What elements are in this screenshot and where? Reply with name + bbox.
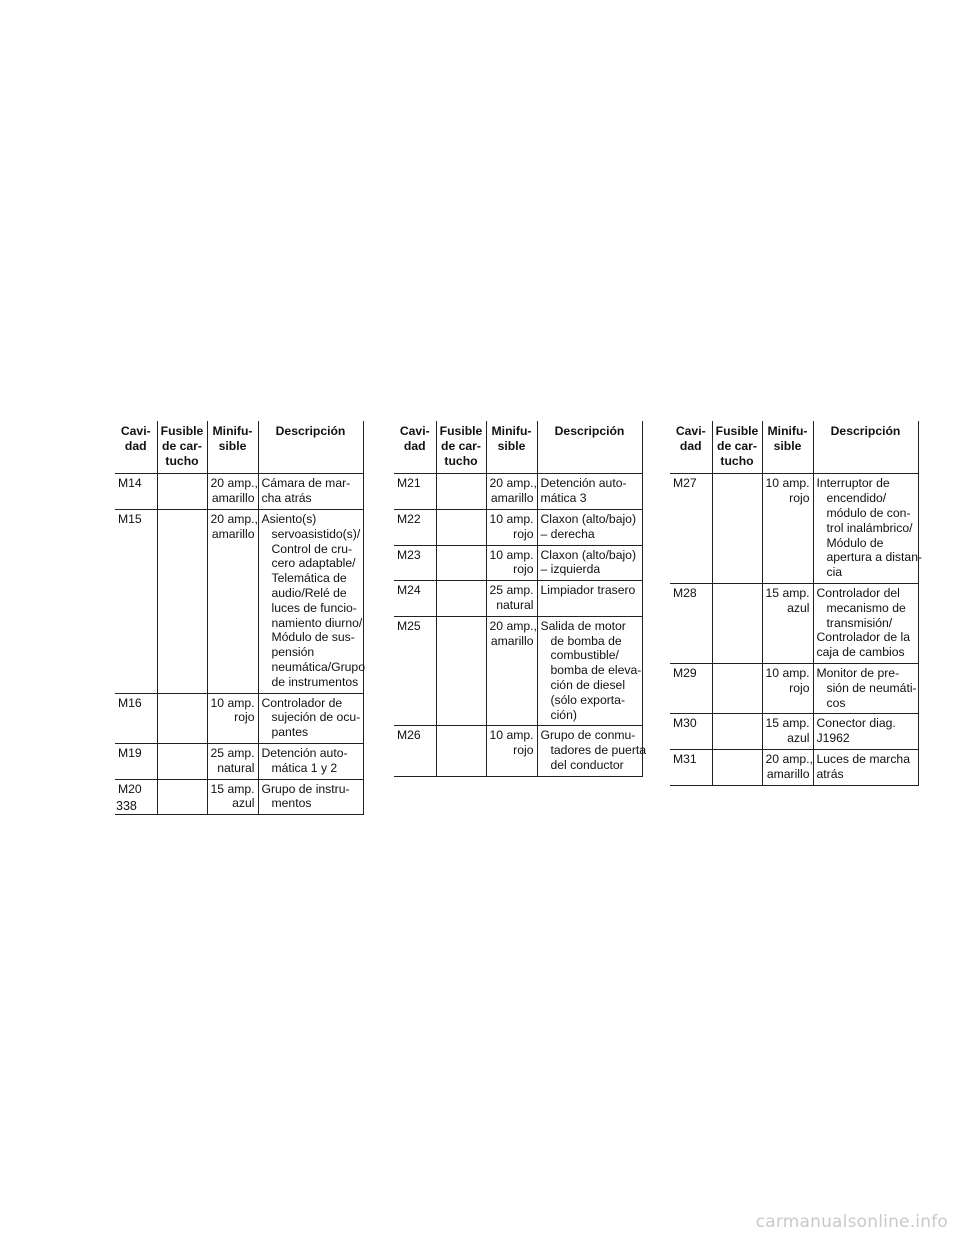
table-row xyxy=(394,545,642,581)
fusible-cell xyxy=(436,509,486,545)
table-row xyxy=(670,583,918,663)
header-line: dad xyxy=(124,438,147,453)
cell-line: natural xyxy=(217,760,255,775)
cell-line: azul xyxy=(787,731,810,746)
cavidad-cell: M31 xyxy=(670,749,712,785)
cell-line: azul xyxy=(232,796,255,811)
cell-line: cos xyxy=(826,695,846,710)
minifusible-cell xyxy=(762,663,813,713)
cell-line: cero adaptable/ xyxy=(271,556,356,571)
descripcion-cell xyxy=(537,616,642,726)
cell-line: Claxon (alto/bajo) xyxy=(540,547,637,562)
minifusible-cell xyxy=(486,616,537,726)
cell-line: Salida de motor xyxy=(540,618,626,633)
cell-line: Telemática de xyxy=(271,571,347,586)
cell-line: 25 amp. xyxy=(489,583,534,598)
cavidad-cell: M21 xyxy=(394,474,436,510)
minifusible-cell xyxy=(762,749,813,785)
table-row xyxy=(394,616,642,726)
cell-line: bomba de eleva- xyxy=(550,663,642,678)
cell-line: Módulo de sus- xyxy=(271,630,355,645)
cell-line: 20 amp., xyxy=(210,476,258,491)
cavidad-cell: M23 xyxy=(394,545,436,581)
header-minifusible xyxy=(207,421,258,474)
cavidad-cell: M22 xyxy=(394,509,436,545)
cavidad-cell: M25 xyxy=(394,616,436,726)
cell-line: de instrumentos xyxy=(271,674,359,689)
minifusible-cell xyxy=(762,583,813,663)
header-line: de car- xyxy=(162,438,202,453)
header-line: Cavi- xyxy=(675,424,706,438)
cell-line: audio/Relé de xyxy=(271,585,347,600)
fuse-table-3 xyxy=(670,421,923,786)
minifusible-cell xyxy=(207,743,258,779)
cell-line: (sólo exporta- xyxy=(550,692,626,707)
cell-line: atrás xyxy=(816,766,844,781)
table-row xyxy=(670,714,918,750)
cell-line: mática 1 y 2 xyxy=(271,760,338,775)
cell-line: Luces de marcha xyxy=(816,751,910,766)
cell-line: Grupo de conmu- xyxy=(540,728,636,743)
cell-line: amarillo xyxy=(490,491,534,506)
cavidad-cell: M19 xyxy=(115,743,157,779)
descripcion-cell xyxy=(813,663,918,713)
fusible-cell xyxy=(712,474,762,584)
cell-line: 20 amp., xyxy=(765,751,813,766)
cell-line: neumática/Grupo xyxy=(271,659,365,674)
cell-line: combustible/ xyxy=(550,648,619,663)
descripcion-cell xyxy=(537,581,642,617)
cell-line: J1962 xyxy=(816,731,850,746)
fuse-table-1 xyxy=(115,421,364,815)
header-cavidad xyxy=(115,421,157,474)
table-row xyxy=(115,743,363,779)
fusible-cell xyxy=(712,749,762,785)
cell-line: rojo xyxy=(789,680,810,695)
fuse-table-2 xyxy=(394,421,647,777)
cell-line: Asiento(s) xyxy=(261,511,317,526)
header-line: sible xyxy=(497,438,526,453)
header-line: tucho xyxy=(444,453,478,468)
page-number: 338 xyxy=(116,799,137,813)
header-minifusible xyxy=(486,421,537,474)
fusible-cell xyxy=(157,693,207,743)
cell-line: Cámara de mar- xyxy=(261,476,351,491)
header-line: tucho xyxy=(165,453,199,468)
table-header-row xyxy=(115,421,363,474)
descripcion-cell xyxy=(537,509,642,545)
minifusible-cell xyxy=(207,474,258,510)
cell-line: 10 amp. xyxy=(765,476,810,491)
fusible-cell xyxy=(712,663,762,713)
header-line: dad xyxy=(403,438,426,453)
header-descripcion xyxy=(537,421,642,474)
header-line: Minifu- xyxy=(767,424,808,438)
cell-line: rojo xyxy=(513,526,534,541)
fusible-cell xyxy=(712,714,762,750)
table-row xyxy=(670,474,918,584)
header-cavidad xyxy=(394,421,436,474)
cell-line: – izquierda xyxy=(540,562,601,577)
header-line: Descripción xyxy=(554,424,625,438)
descripcion-cell xyxy=(537,726,647,776)
descripcion-cell xyxy=(258,509,363,693)
fusible-cell xyxy=(157,743,207,779)
cell-line: – derecha xyxy=(540,526,595,541)
cell-line: rojo xyxy=(513,562,534,577)
cell-line: amarillo xyxy=(490,633,534,648)
descripcion-cell xyxy=(258,693,363,743)
cell-line: Detención auto- xyxy=(261,745,348,760)
cavidad-cell: M15 xyxy=(115,509,157,693)
header-line: dad xyxy=(679,438,702,453)
cell-line: Interruptor de xyxy=(816,476,890,491)
fusible-cell xyxy=(436,545,486,581)
descripcion-cell xyxy=(258,779,363,815)
table-header-row xyxy=(394,421,642,474)
cell-line: 20 amp., xyxy=(489,476,537,491)
cavidad-cell: M24 xyxy=(394,581,436,617)
header-fusible xyxy=(436,421,486,474)
table-header-row xyxy=(670,421,918,474)
cell-line: encendido/ xyxy=(826,491,887,506)
fusible-cell xyxy=(157,474,207,510)
header-fusible xyxy=(712,421,762,474)
cell-line: Limpiador trasero xyxy=(540,583,636,598)
cell-line: mática 3 xyxy=(540,491,587,506)
cavidad-cell: M27 xyxy=(670,474,712,584)
cell-line: sión de neumáti- xyxy=(826,680,917,695)
cell-line: 10 amp. xyxy=(489,728,534,743)
cell-line: Controlador del xyxy=(816,585,900,600)
cell-line: apertura a distan- xyxy=(826,550,923,565)
descripcion-cell xyxy=(537,545,642,581)
header-line: de car- xyxy=(717,438,757,453)
descripcion-cell xyxy=(258,743,363,779)
header-line: Fusible xyxy=(715,424,759,438)
cell-line: tadores de puerta xyxy=(550,743,647,758)
header-fusible xyxy=(157,421,207,474)
fusible-cell xyxy=(157,509,207,693)
table-row xyxy=(670,663,918,713)
minifusible-cell xyxy=(486,474,537,510)
minifusible-cell xyxy=(207,693,258,743)
cell-line: mecanismo de xyxy=(826,600,906,615)
header-line: Minifu- xyxy=(212,424,253,438)
cell-line: Grupo de instru- xyxy=(261,781,350,796)
watermark-text: carmanualsonline.info xyxy=(755,1212,948,1232)
cavidad-cell: M28 xyxy=(670,583,712,663)
fusible-cell xyxy=(436,474,486,510)
fusible-cell xyxy=(157,779,207,815)
header-descripcion xyxy=(813,421,918,474)
header-minifusible xyxy=(762,421,813,474)
cell-line: 20 amp., xyxy=(210,511,258,526)
minifusible-cell xyxy=(762,714,813,750)
cavidad-cell: M30 xyxy=(670,714,712,750)
cell-line: 10 amp. xyxy=(210,695,255,710)
table-row xyxy=(394,474,642,510)
minifusible-cell xyxy=(486,726,537,776)
cell-line: Detención auto- xyxy=(540,476,627,491)
descripcion-cell xyxy=(813,714,918,750)
cell-line: 15 amp. xyxy=(765,716,810,731)
table-row xyxy=(394,726,642,776)
minifusible-cell xyxy=(207,779,258,815)
cell-line: Controlador de xyxy=(261,695,343,710)
cavidad-cell: M20 xyxy=(115,779,157,815)
cell-line: 10 amp. xyxy=(489,511,534,526)
cell-line: rojo xyxy=(789,491,810,506)
cell-line: ción de diesel xyxy=(550,677,626,692)
cell-line: cha atrás xyxy=(261,491,312,506)
minifusible-cell xyxy=(762,474,813,584)
cell-line: amarillo xyxy=(211,526,255,541)
header-line: Cavi- xyxy=(399,424,430,438)
header-line: Fusible xyxy=(439,424,483,438)
fusible-cell xyxy=(436,726,486,776)
header-line: tucho xyxy=(720,453,754,468)
descripcion-cell xyxy=(813,749,918,785)
header-line: Minifu- xyxy=(491,424,532,438)
cell-line: namiento diurno/ xyxy=(271,615,363,630)
table-row xyxy=(115,779,363,815)
cell-line: Conector diag. xyxy=(816,716,896,731)
cell-line: trol inalámbrico/ xyxy=(826,520,913,535)
cell-line: luces de funcio- xyxy=(271,600,357,615)
table-row xyxy=(394,509,642,545)
cell-line: Control de cru- xyxy=(271,541,353,556)
cell-line: cia xyxy=(826,565,843,580)
cell-line: rojo xyxy=(513,743,534,758)
cell-line: 25 amp. xyxy=(210,745,255,760)
cavidad-cell: M26 xyxy=(394,726,436,776)
fusible-cell xyxy=(712,583,762,663)
descripcion-cell xyxy=(258,474,363,510)
header-line: Fusible xyxy=(160,424,204,438)
cell-line: ción) xyxy=(550,707,577,722)
cell-line: natural xyxy=(496,597,534,612)
header-line: sible xyxy=(773,438,802,453)
cell-line: del conductor xyxy=(550,757,624,772)
cell-line: 10 amp. xyxy=(765,665,810,680)
cell-line: pantes xyxy=(271,725,309,740)
minifusible-cell xyxy=(486,509,537,545)
cell-line: 20 amp., xyxy=(489,618,537,633)
cell-line: 10 amp. xyxy=(489,547,534,562)
cell-line: rojo xyxy=(234,710,255,725)
header-cavidad xyxy=(670,421,712,474)
table-row xyxy=(115,509,363,693)
cell-line: de bomba de xyxy=(550,633,622,648)
cell-line: 15 amp. xyxy=(210,781,255,796)
header-line: Cavi- xyxy=(120,424,151,438)
cell-line: Módulo de xyxy=(826,535,884,550)
header-line: Descripción xyxy=(275,424,346,438)
cavidad-cell: M14 xyxy=(115,474,157,510)
cell-line: azul xyxy=(787,600,810,615)
cavidad-cell: M16 xyxy=(115,693,157,743)
descripcion-cell xyxy=(813,583,918,663)
cell-line: amarillo xyxy=(766,766,810,781)
minifusible-cell xyxy=(486,581,537,617)
fusible-cell xyxy=(436,616,486,726)
minifusible-cell xyxy=(207,509,258,693)
cell-line: sujeción de ocu- xyxy=(271,710,361,725)
cell-line: transmisión/ xyxy=(826,615,893,630)
header-descripcion xyxy=(258,421,363,474)
table-row xyxy=(115,474,363,510)
descripcion-cell xyxy=(813,474,923,584)
table-row xyxy=(394,581,642,617)
cavidad-cell: M29 xyxy=(670,663,712,713)
header-line: de car- xyxy=(441,438,481,453)
cell-line: amarillo xyxy=(211,491,255,506)
header-line: Descripción xyxy=(830,424,901,438)
cell-line: servoasistido(s)/ xyxy=(271,526,361,541)
table-row xyxy=(670,749,918,785)
minifusible-cell xyxy=(486,545,537,581)
cell-line: pensión xyxy=(271,645,315,660)
cell-line: Claxon (alto/bajo) xyxy=(540,511,637,526)
cell-line: caja de cambios xyxy=(816,645,905,660)
fusible-cell xyxy=(436,581,486,617)
header-line: sible xyxy=(218,438,247,453)
cell-line: mentos xyxy=(271,796,312,811)
cell-line: módulo de con- xyxy=(826,505,911,520)
cell-line: Monitor de pre- xyxy=(816,665,900,680)
cell-line: 15 amp. xyxy=(765,585,810,600)
cell-line: Controlador de la xyxy=(816,630,910,645)
descripcion-cell xyxy=(537,474,642,510)
table-row xyxy=(115,693,363,743)
